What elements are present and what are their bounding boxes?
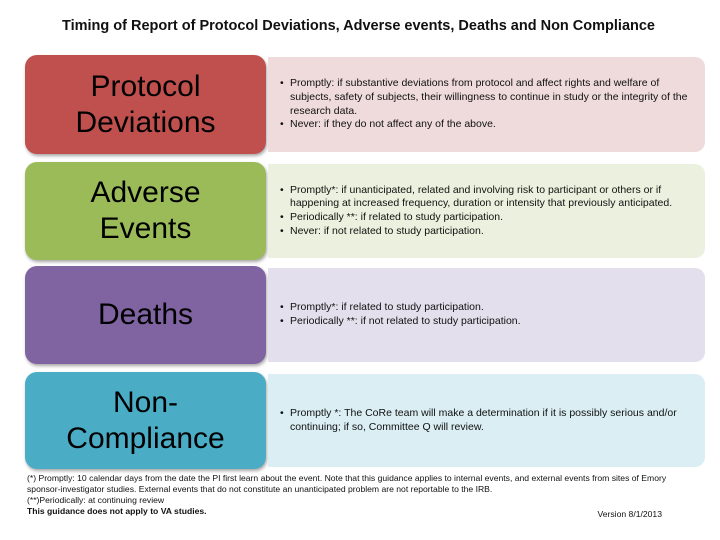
- non-compliance-details: [268, 374, 705, 467]
- adverse-events-label-line2: Events: [99, 212, 192, 245]
- adverse-events-bullet-1: • Promptly*: if unanticipated, related and involving risk to participant or others or if happening at increased frequency, duration or intensity that previously anticipated.: [280, 184, 693, 211]
- footnote-periodically: (**)Periodically: at continuing review: [27, 494, 165, 505]
- protocol-deviations-bullet-1: • Promptly: if substantive deviations from protocol and affect rights and welfare of subjects, safety of subjects, their willingness to continue in study or the integrity of the research data.: [280, 77, 693, 118]
- footnote-va-studies: This guidance does not apply to VA studies.: [27, 505, 207, 516]
- protocol-deviations-bullet-2: • Never: if they do not affect any of the above.: [280, 118, 693, 132]
- deaths-row: [25, 266, 705, 364]
- version-label: Version 8/1/2013: [597, 509, 662, 519]
- protocol-deviations-label-box: [25, 55, 266, 154]
- page-title: Timing of Report of Protocol Deviations, Adverse events, Deaths and Non Compliance: [62, 18, 655, 34]
- protocol-deviations-details: [268, 57, 705, 152]
- protocol-deviations-row: [25, 55, 705, 154]
- adverse-events-label-line1: Adverse: [90, 176, 201, 209]
- deaths-details: [268, 268, 705, 362]
- deaths-label-line1: Deaths: [97, 298, 194, 331]
- non-compliance-row: [25, 372, 705, 469]
- adverse-events-row: [25, 162, 705, 260]
- footnote-promptly: (*) Promptly: 10 calendar days from the date the PI first learn about the event. Note that this guidance applies to internal events, and external events from sites of Emory sponsor-investigator studies. External events that do not constitute an unanticipated problem are not reportable to the IRB.: [27, 473, 667, 494]
- adverse-events-bullet-2: • Periodically **: if related to study participation.: [280, 211, 693, 225]
- protocol-deviations-label-line1: Protocol: [90, 69, 201, 103]
- deaths-label-box: [25, 266, 266, 364]
- non-compliance-bullet-1: • Promptly *: The CoRe team will make a determination if it is possibly serious and/or continuing; if so, Committee Q will review.: [280, 407, 693, 434]
- non-compliance-label-line2: Compliance: [66, 421, 225, 455]
- adverse-events-bullet-3: • Never: if not related to study participation.: [280, 225, 693, 239]
- non-compliance-label-line1: Non-: [112, 385, 178, 419]
- deaths-bullet-2: • Periodically **: if not related to study participation.: [280, 315, 693, 329]
- non-compliance-label-box: [25, 372, 266, 469]
- deaths-bullet-1: • Promptly*: if related to study participation.: [280, 301, 693, 315]
- adverse-events-details: [268, 164, 705, 258]
- adverse-events-label-box: [25, 162, 266, 260]
- protocol-deviations-label-line2: Deviations: [75, 105, 216, 139]
